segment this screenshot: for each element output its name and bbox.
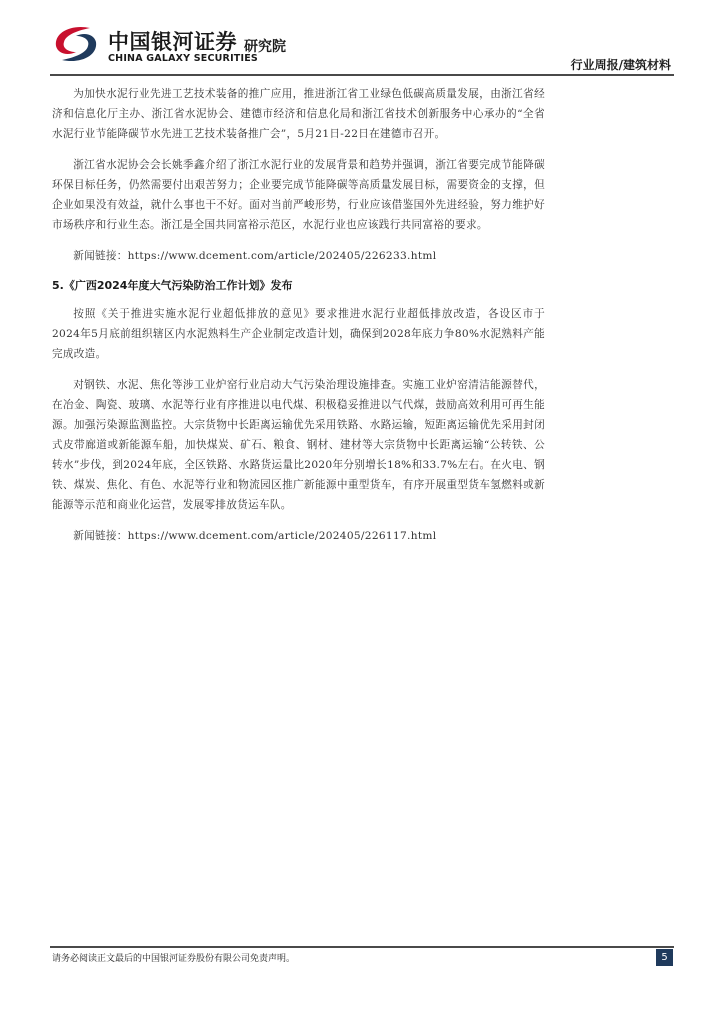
- research-institute-label: 研究院: [244, 39, 286, 55]
- page-number: 5: [656, 949, 673, 966]
- footer-divider: [50, 946, 674, 948]
- news-link[interactable]: 新闻链接：https://www.dcement.com/article/202405/226233.html: [73, 250, 437, 262]
- paragraph: 按照《关于推进实施水泥行业超低排放的意见》要求推进水泥行业超低排放改造，各设区市于2024年5月底前组织辖区内水泥熟料生产企业制定改造计划，确保到2028年底力争80%水泥熟料产能完成改造。: [52, 308, 545, 360]
- header-divider: [50, 74, 674, 76]
- brand-name-cn: 中国银河证券: [108, 30, 237, 54]
- brand-name-en: CHINA GALAXY SECURITIES: [108, 53, 258, 64]
- galaxy-logo-icon: [50, 22, 102, 66]
- section-heading: 5.《广西2024年度大气污染防治工作计划》发布: [52, 279, 293, 292]
- news-link[interactable]: 新闻链接：https://www.dcement.com/article/202405/226117.html: [73, 530, 437, 542]
- disclaimer-text: 请务必阅读正文最后的中国银河证券股份有限公司免责声明。: [52, 954, 296, 964]
- article-body: [52, 84, 545, 556]
- page-header: [0, 0, 724, 80]
- paragraph: 对钢铁、水泥、焦化等涉工业炉窑行业启动大气污染治理设施排查。实施工业炉窑清洁能源替代，在冶金、陶瓷、玻璃、水泥等行业有序推进以电代煤、积极稳妥推进以气代煤，鼓励高效利用可再生能源。加强污染源监测监控。大宗货物中长距离运输优先采用铁路、水路运输，短距离运输优先采用封闭式皮带廊道或新能源车船，加快煤炭、矿石、粮食、钢材、建材等大宗货物中长距离运输“公转铁、公转水”步伐，到2024年底，全区铁路、水路货运量比2020年分别增长18%和33.7%左右。在火电、钢铁、煤炭、焦化、有色、水泥等行业和物流园区推广新能源中重型货车，有序开展重型货车氢燃料或新能源等示范和商业化运营，发展零排放货运车队。: [52, 379, 545, 511]
- paragraph: 浙江省水泥协会会长姚季鑫介绍了浙江水泥行业的发展背景和趋势并强调，浙江省要完成节能降碳环保目标任务，仍然需要付出艰苦努力；企业要完成节能降碳等高质量发展目标，需要资金的支撑，但企业如果没有效益，就什么事也干不好。面对当前严峻形势，行业应该借鉴国外先进经验，努力维护好市场秩序和行业生态。浙江是全国共同富裕示范区，水泥行业也应该践行共同富裕的要求。: [52, 159, 545, 231]
- report-category: 行业周报/建筑材料: [570, 58, 671, 72]
- paragraph: 为加快水泥行业先进工艺技术装备的推广应用，推进浙江省工业绿色低碳高质量发展，由浙江省经济和信息化厅主办、浙江省水泥协会、建德市经济和信息化局和浙江省技术创新服务中心承办的“全省水泥行业节能降碳节水先进工艺技术装备推广会”，5月21日-22日在建德市召开。: [52, 88, 545, 140]
